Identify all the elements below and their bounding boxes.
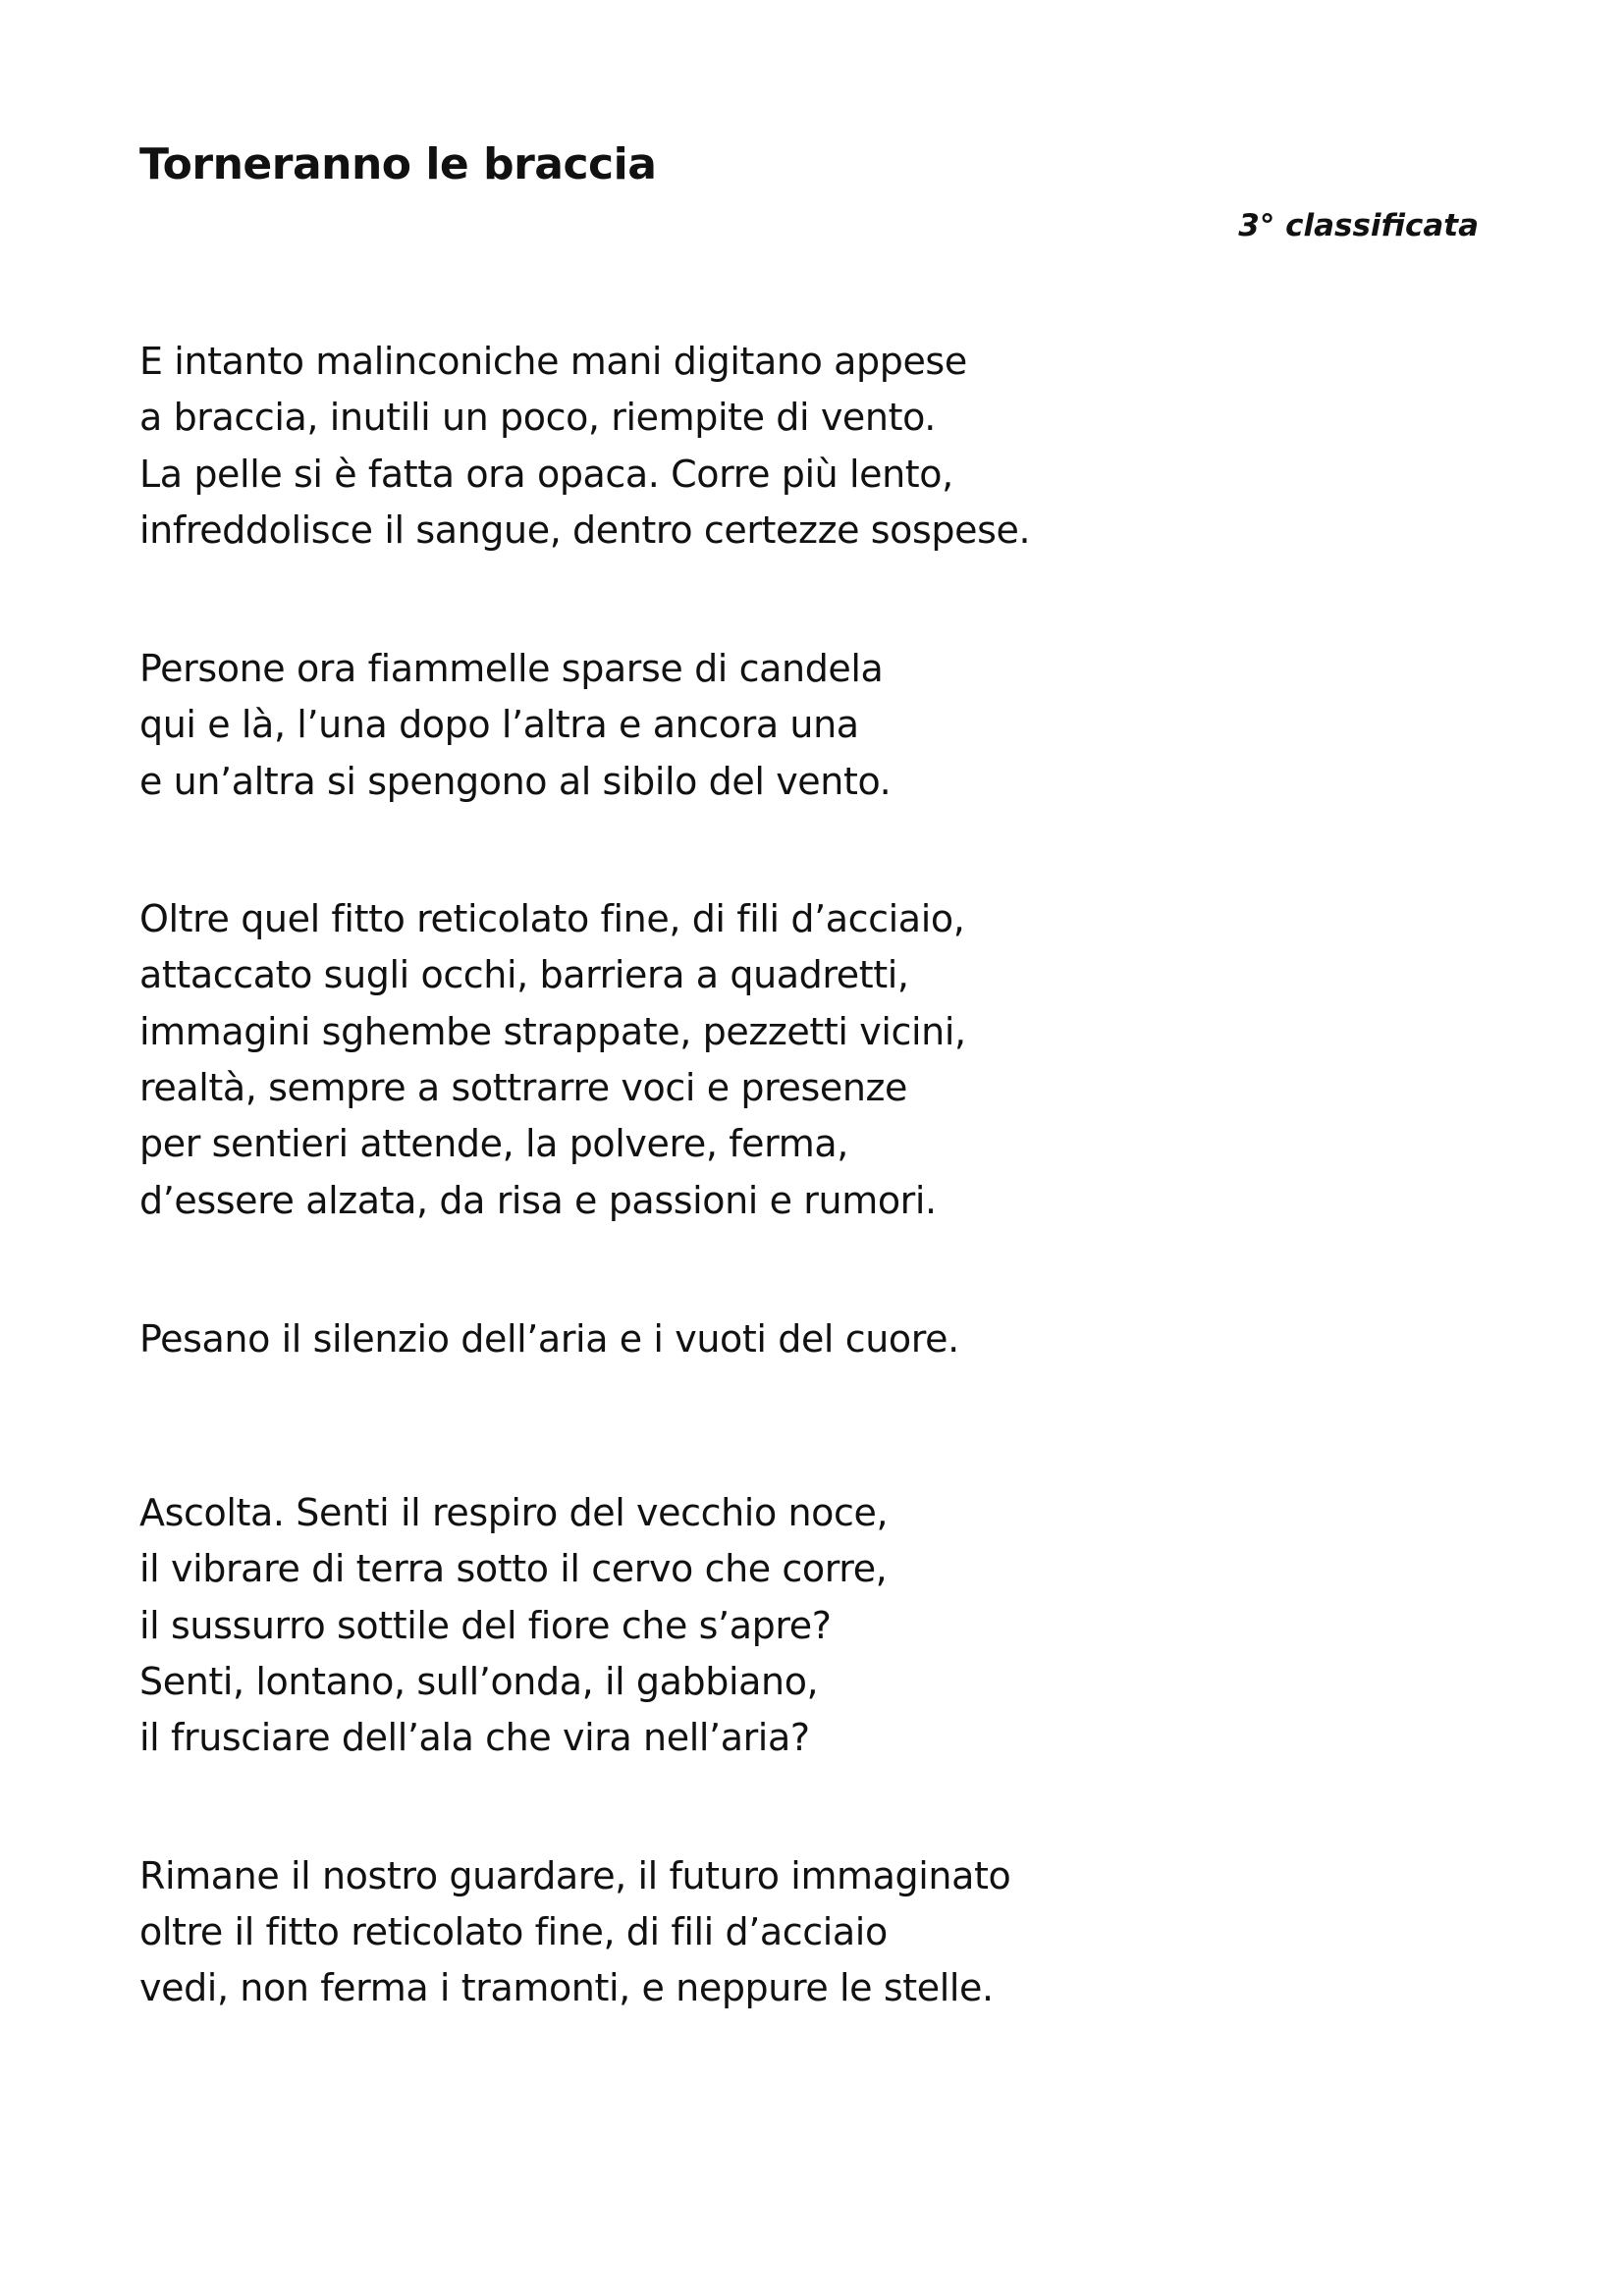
verse-line: oltre il fitto reticolato fine, di fili d’acciaio [139, 1909, 888, 1953]
verse-line: Oltre quel fitto reticolato fine, di fili d’acciaio, [139, 897, 965, 941]
verse-line: e un’altra si spengono al sibilo del vento. [139, 759, 892, 803]
verse-line: Senti, lontano, sull’onda, il gabbiano, [139, 1660, 819, 1704]
verse-line: Rimane il nostro guardare, il futuro immaginato [139, 1853, 1011, 1897]
verse-line: per sentieri attende, la polvere, ferma, [139, 1122, 848, 1166]
stanza-2 [139, 641, 1494, 810]
poem-title: Torneranno le braccia [139, 139, 657, 189]
verse-line: Pesano il silenzio dell’aria e i vuoti del cuore. [139, 1316, 959, 1361]
verse-line: attaccato sugli occhi, barriera a quadretti, [139, 953, 909, 997]
stanza-5 [139, 1485, 1494, 1766]
verse-line: a braccia, inutili un poco, riempite di vento. [139, 396, 936, 440]
stanza-6 [139, 1848, 1494, 2017]
poem-body [139, 334, 1494, 2017]
verse-line: il frusciare dell’ala che vira nell’aria? [139, 1716, 810, 1760]
verse-line: d’essere alzata, da risa e passioni e rumori. [139, 1178, 937, 1222]
verse-line: il sussurro sottile del fiore che s’apre? [139, 1603, 832, 1647]
verse-line: realtà, sempre a sottrarre voci e presenze [139, 1065, 908, 1109]
verse-line: Ascolta. Senti il respiro del vecchio noce, [139, 1491, 889, 1535]
verse-line: E intanto malinconiche mani digitano appese [139, 340, 967, 383]
verse-line: La pelle si è fatta ora opaca. Corre più lento, [139, 452, 953, 496]
stanza-1 [139, 334, 1494, 559]
verse-line: qui e là, l’una dopo l’altra e ancora una [139, 703, 859, 747]
stanza-3 [139, 891, 1494, 1229]
ranking-label: 3° classificata [1238, 208, 1479, 243]
verse-line: infreddolisce il sangue, dentro certezze sospese. [139, 507, 1031, 552]
verse-line: il vibrare di terra sotto il cervo che corre, [139, 1547, 888, 1591]
verse-line: Persone ora fiammelle sparse di candela [139, 647, 884, 691]
verse-line: immagini sghembe strappate, pezzetti vicini, [139, 1009, 966, 1053]
verse-line: vedi, non ferma i tramonti, e neppure le stelle. [139, 1966, 994, 2010]
stanza-4 [139, 1311, 1494, 1367]
